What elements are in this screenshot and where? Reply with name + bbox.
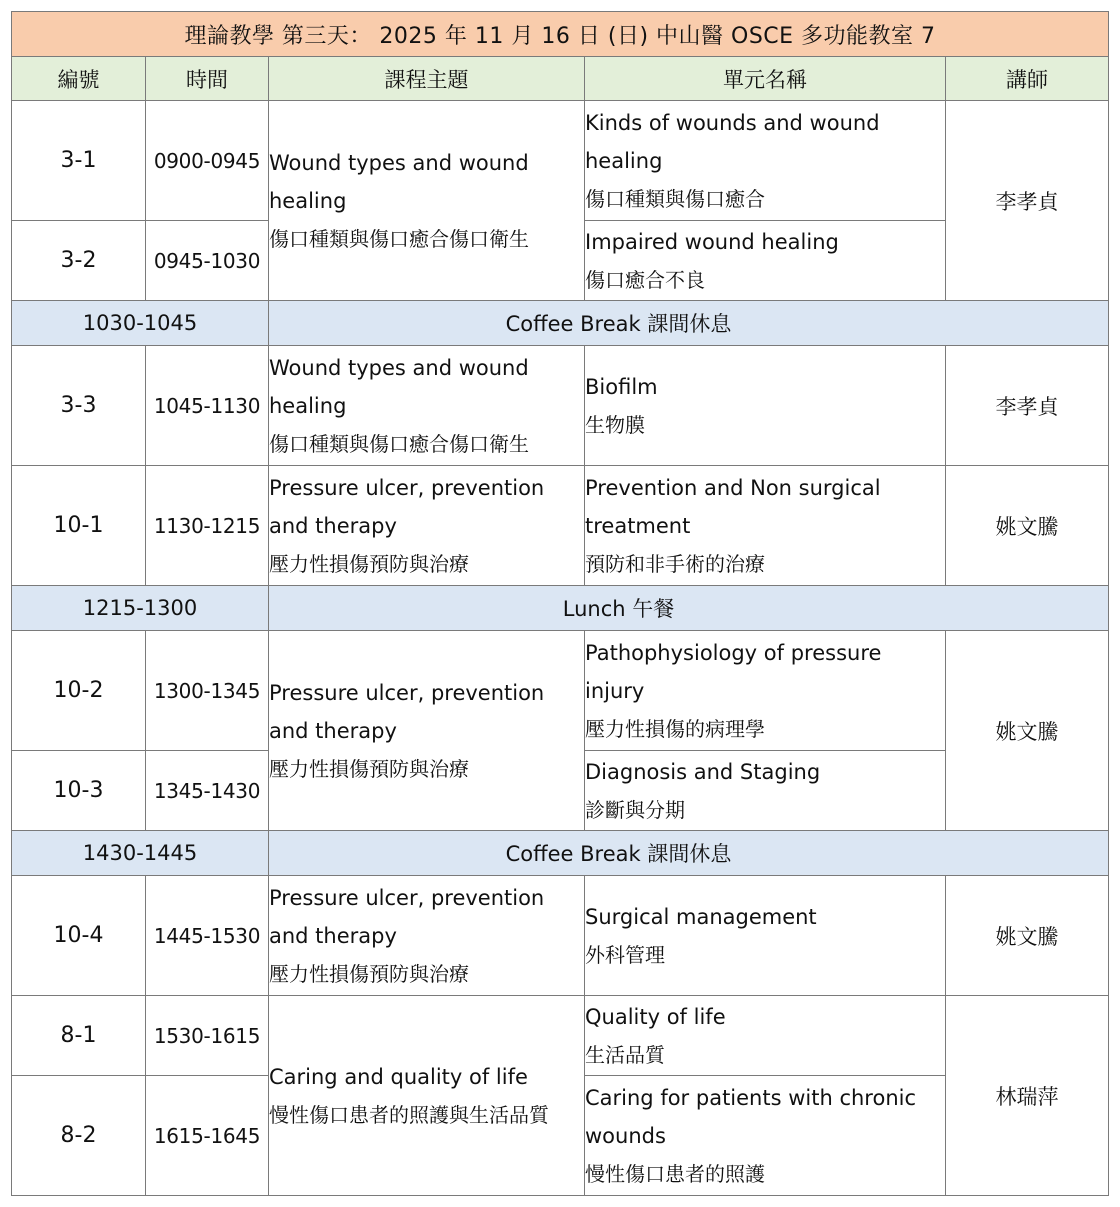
course-topic-zh: 壓力性損傷預防與治療: [269, 961, 469, 986]
schedule-title: 理論教學 第三天： 2025 年 11 月 16 日 (日) 中山醫 OSCE 多功能教室 7: [12, 12, 1109, 57]
course-topic-en: Pressure ulcer, prevention and therapy: [269, 475, 545, 538]
header-time: 時間: [146, 57, 269, 101]
unit-name-en: Quality of life: [585, 1004, 726, 1029]
course-topic-zh: 傷口種類與傷口癒合傷口衛生: [269, 431, 529, 456]
session-number: 10-1: [12, 466, 146, 586]
table-row: [12, 466, 1109, 586]
teacher-name: 林瑞萍: [946, 996, 1109, 1196]
unit-name-zh: 慢性傷口患者的照護: [585, 1161, 765, 1186]
table-row: [12, 996, 1109, 1076]
unit-name-en: Caring for patients with chronic wounds: [585, 1085, 917, 1148]
unit-name-en: Diagnosis and Staging: [585, 759, 821, 784]
session-time: 1130-1215: [146, 466, 269, 586]
teacher-name: 姚文騰: [946, 876, 1109, 996]
header-row: [12, 57, 1109, 101]
session-time: 1300-1345: [146, 631, 269, 751]
course-topic-en: Caring and quality of life: [269, 1064, 528, 1089]
session-number: 10-3: [12, 751, 146, 831]
course-topic-zh: 壓力性損傷預防與治療: [269, 756, 469, 781]
break-row: [12, 301, 1109, 346]
teacher-name: 李孝貞: [946, 346, 1109, 466]
unit-name: [585, 221, 946, 301]
unit-name-en: Impaired wound healing: [585, 229, 839, 254]
teacher-name: 姚文騰: [946, 631, 1109, 831]
session-time: 1445-1530: [146, 876, 269, 996]
unit-name: [585, 996, 946, 1076]
unit-name: [585, 1076, 946, 1196]
course-topic-en: Wound types and wound healing: [269, 355, 529, 418]
unit-name-en: Surgical management: [585, 904, 817, 929]
break-label: Coffee Break 課間休息: [269, 831, 1109, 876]
session-number: 10-4: [12, 876, 146, 996]
unit-name-zh: 診斷與分期: [585, 797, 685, 822]
table-row: [12, 101, 1109, 221]
unit-name: [585, 631, 946, 751]
session-number: 3-2: [12, 221, 146, 301]
break-time: 1215-1300: [12, 586, 269, 631]
unit-name: [585, 346, 946, 466]
unit-name: [585, 101, 946, 221]
header-num: 編號: [12, 57, 146, 101]
session-time: 1345-1430: [146, 751, 269, 831]
course-topic: [269, 101, 585, 301]
session-time: 1615-1645: [146, 1076, 269, 1196]
course-topic: [269, 466, 585, 586]
session-time: 0900-0945: [146, 101, 269, 221]
session-time: 0945-1030: [146, 221, 269, 301]
course-topic-zh: 慢性傷口患者的照護與生活品質: [269, 1102, 549, 1127]
unit-name-zh: 生活品質: [585, 1042, 665, 1067]
session-time: 1530-1615: [146, 996, 269, 1076]
header-teacher: 講師: [946, 57, 1109, 101]
header-topic: 課程主題: [269, 57, 585, 101]
break-time: 1430-1445: [12, 831, 269, 876]
session-time: 1045-1130: [146, 346, 269, 466]
break-row: [12, 831, 1109, 876]
session-number: 8-1: [12, 996, 146, 1076]
unit-name: [585, 466, 946, 586]
header-unit: 單元名稱: [585, 57, 946, 101]
unit-name: [585, 751, 946, 831]
table-row: [12, 876, 1109, 996]
course-topic: [269, 631, 585, 831]
course-topic: [269, 346, 585, 466]
session-number: 10-2: [12, 631, 146, 751]
unit-name-zh: 預防和非手術的治療: [585, 551, 765, 576]
table-row: [12, 346, 1109, 466]
course-topic-en: Wound types and wound healing: [269, 150, 529, 213]
unit-name-zh: 生物膜: [585, 412, 645, 437]
session-number: 8-2: [12, 1076, 146, 1196]
teacher-name: 姚文騰: [946, 466, 1109, 586]
teacher-name: 李孝貞: [946, 101, 1109, 301]
unit-name-zh: 壓力性損傷的病理學: [585, 716, 765, 741]
break-time: 1030-1045: [12, 301, 269, 346]
course-topic-en: Pressure ulcer, prevention and therapy: [269, 680, 545, 743]
unit-name-zh: 外科管理: [585, 942, 665, 967]
schedule-table: [11, 11, 1109, 1196]
table-row: [12, 631, 1109, 751]
break-row: [12, 586, 1109, 631]
unit-name-en: Kinds of wounds and wound healing: [585, 110, 880, 173]
session-number: 3-1: [12, 101, 146, 221]
unit-name-en: Prevention and Non surgical treatment: [585, 475, 881, 538]
course-topic: [269, 876, 585, 996]
break-label: Coffee Break 課間休息: [269, 301, 1109, 346]
unit-name-en: Biofilm: [585, 374, 658, 399]
title-row: [12, 12, 1109, 57]
unit-name: [585, 876, 946, 996]
course-topic-en: Pressure ulcer, prevention and therapy: [269, 885, 545, 948]
course-topic-zh: 壓力性損傷預防與治療: [269, 551, 469, 576]
session-number: 3-3: [12, 346, 146, 466]
unit-name-zh: 傷口癒合不良: [585, 267, 705, 292]
course-topic: [269, 996, 585, 1196]
break-label: Lunch 午餐: [269, 586, 1109, 631]
unit-name-zh: 傷口種類與傷口癒合: [585, 186, 765, 211]
unit-name-en: Pathophysiology of pressure injury: [585, 640, 882, 703]
course-topic-zh: 傷口種類與傷口癒合傷口衛生: [269, 226, 529, 251]
